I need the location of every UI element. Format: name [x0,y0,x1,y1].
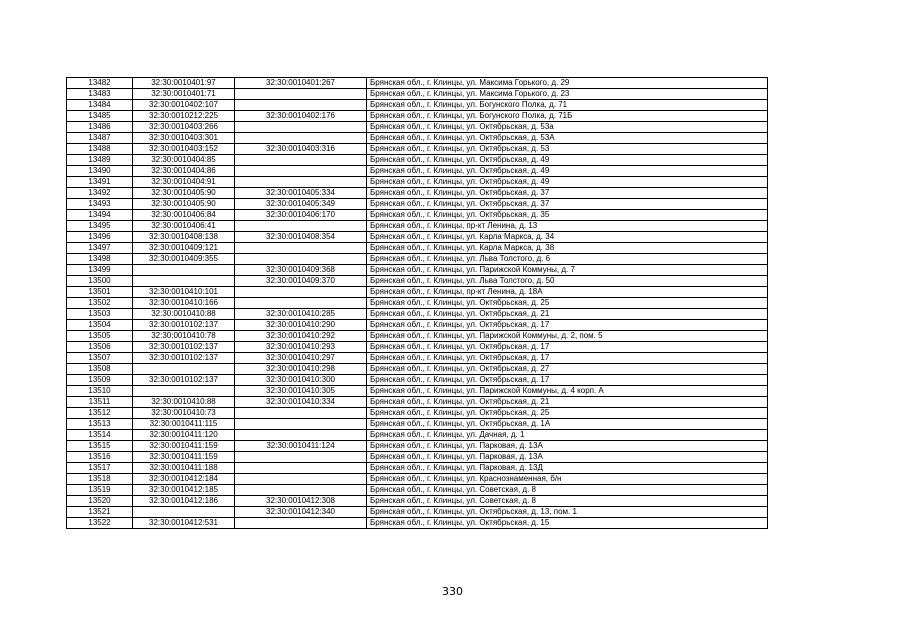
page-number: 330 [442,585,463,598]
building-cadastral-number-cell: 32:30:0010410:290 [235,320,367,331]
address-cell: Брянская обл., г. Клинцы, ул. Октябрьская, д. 21 [367,309,768,320]
row-number-cell: 13503 [67,309,133,320]
address-cell: Брянская обл., г. Клинцы, ул. Льва Толстого, д. 6 [367,254,768,265]
table-row [67,331,768,342]
cadastral-number-cell: 32:30:0010102:137 [133,342,235,353]
table-row [67,375,768,386]
cadastral-number-cell [133,507,235,518]
row-number-cell: 13498 [67,254,133,265]
row-number-cell: 13513 [67,419,133,430]
table-row [67,463,768,474]
row-number-cell: 13515 [67,441,133,452]
cadastral-number-cell: 32:30:0010102:137 [133,320,235,331]
address-cell: Брянская обл., г. Клинцы, ул. Льва Толстого, д. 50 [367,276,768,287]
row-number-cell: 13509 [67,375,133,386]
cadastral-number-cell: 32:30:0010405:90 [133,199,235,210]
row-number-cell: 13497 [67,243,133,254]
cadastral-number-cell: 32:30:0010411:115 [133,419,235,430]
building-cadastral-number-cell: 32:30:0010410:305 [235,386,367,397]
building-cadastral-number-cell: 32:30:0010410:285 [235,309,367,320]
building-cadastral-number-cell: 32:30:0010403:316 [235,144,367,155]
table-row [67,353,768,364]
building-cadastral-number-cell: 32:30:0010405:334 [235,188,367,199]
row-number-cell: 13501 [67,287,133,298]
building-cadastral-number-cell: 32:30:0010412:340 [235,507,367,518]
row-number-cell: 13512 [67,408,133,419]
cadastral-number-cell: 32:30:0010102:137 [133,353,235,364]
row-number-cell: 13493 [67,199,133,210]
row-number-cell: 13495 [67,221,133,232]
building-cadastral-number-cell: 32:30:0010409:368 [235,265,367,276]
building-cadastral-number-cell [235,474,367,485]
table-row [67,408,768,419]
cadastral-number-cell: 32:30:0010406:84 [133,210,235,221]
building-cadastral-number-cell [235,287,367,298]
cadastral-number-cell: 32:30:0010409:355 [133,254,235,265]
row-number-cell: 13486 [67,122,133,133]
cadastral-number-cell: 32:30:0010403:266 [133,122,235,133]
table-row [67,111,768,122]
cadastral-number-cell: 32:30:0010404:91 [133,177,235,188]
row-number-cell: 13511 [67,397,133,408]
address-cell: Брянская обл., г. Клинцы, ул. Максима Горького, д. 23 [367,89,768,100]
cadastral-number-cell: 32:30:0010411:159 [133,452,235,463]
table-row [67,221,768,232]
address-cell: Брянская обл., г. Клинцы, ул. Краснознаменная, б/н [367,474,768,485]
address-cell: Брянская обл., г. Клинцы, ул. Октябрьская, д. 37 [367,199,768,210]
row-number-cell: 13488 [67,144,133,155]
address-cell: Брянская обл., г. Клинцы, ул. Советская, д. 8 [367,496,768,507]
address-cell: Брянская обл., г. Клинцы, пр-кт Ленина, д. 13 [367,221,768,232]
cadastral-number-cell: 32:30:0010402:107 [133,100,235,111]
table-row [67,188,768,199]
registry-table-body [67,78,768,529]
table-row [67,287,768,298]
building-cadastral-number-cell [235,243,367,254]
address-cell: Брянская обл., г. Клинцы, ул. Октябрьская, д. 37 [367,188,768,199]
row-number-cell: 13516 [67,452,133,463]
table-row [67,276,768,287]
cadastral-number-cell: 32:30:0010410:88 [133,309,235,320]
building-cadastral-number-cell: 32:30:0010410:298 [235,364,367,375]
table-row [67,100,768,111]
row-number-cell: 13514 [67,430,133,441]
row-number-cell: 13522 [67,518,133,529]
table-row [67,485,768,496]
building-cadastral-number-cell [235,408,367,419]
row-number-cell: 13491 [67,177,133,188]
building-cadastral-number-cell [235,89,367,100]
cadastral-number-cell: 32:30:0010410:73 [133,408,235,419]
cadastral-number-cell [133,364,235,375]
address-cell: Брянская обл., г. Клинцы, пр-кт Ленина, д. 18А [367,287,768,298]
address-cell: Брянская обл., г. Клинцы, ул. Октябрьская, д. 53А [367,133,768,144]
address-cell: Брянская обл., г. Клинцы, ул. Октябрьская, д. 17 [367,320,768,331]
address-cell: Брянская обл., г. Клинцы, ул. Богунского Полка, д. 71 [367,100,768,111]
table-row [67,298,768,309]
row-number-cell: 13508 [67,364,133,375]
cadastral-number-cell: 32:30:0010410:101 [133,287,235,298]
building-cadastral-number-cell: 32:30:0010405:349 [235,199,367,210]
address-cell: Брянская обл., г. Клинцы, ул. Октябрьская, д. 15 [367,518,768,529]
cadastral-number-cell [133,386,235,397]
table-row [67,507,768,518]
building-cadastral-number-cell: 32:30:0010406:170 [235,210,367,221]
table-row [67,232,768,243]
table-row [67,166,768,177]
row-number-cell: 13502 [67,298,133,309]
row-number-cell: 13490 [67,166,133,177]
cadastral-number-cell: 32:30:0010401:97 [133,78,235,89]
table-row [67,364,768,375]
cadastral-number-cell: 32:30:0010411:120 [133,430,235,441]
address-cell: Брянская обл., г. Клинцы, ул. Советская, д. 8 [367,485,768,496]
address-cell: Брянская обл., г. Клинцы, ул. Октябрьская, д. 27 [367,364,768,375]
table-row [67,243,768,254]
building-cadastral-number-cell: 32:30:0010409:370 [235,276,367,287]
address-cell: Брянская обл., г. Клинцы, ул. Дачная, д. 1 [367,430,768,441]
table-row [67,496,768,507]
row-number-cell: 13492 [67,188,133,199]
cadastral-number-cell: 32:30:0010411:159 [133,441,235,452]
row-number-cell: 13506 [67,342,133,353]
table-row [67,474,768,485]
table-row [67,320,768,331]
building-cadastral-number-cell [235,463,367,474]
building-cadastral-number-cell [235,298,367,309]
table-row [67,78,768,89]
cadastral-number-cell [133,265,235,276]
row-number-cell: 13485 [67,111,133,122]
row-number-cell: 13484 [67,100,133,111]
cadastral-number-cell: 32:30:0010406:41 [133,221,235,232]
address-cell: Брянская обл., г. Клинцы, ул. Октябрьская, д. 49 [367,155,768,166]
building-cadastral-number-cell [235,177,367,188]
row-number-cell: 13507 [67,353,133,364]
cadastral-number-cell: 32:30:0010404:86 [133,166,235,177]
address-cell: Брянская обл., г. Клинцы, ул. Октябрьская, д. 17 [367,375,768,386]
address-cell: Брянская обл., г. Клинцы, ул. Парижской Коммуны, д. 4 корп. А [367,386,768,397]
cadastral-number-cell: 32:30:0010410:166 [133,298,235,309]
table-row [67,452,768,463]
table-row [67,430,768,441]
table-row [67,254,768,265]
building-cadastral-number-cell [235,485,367,496]
address-cell: Брянская обл., г. Клинцы, ул. Парижской Коммуны, д. 7 [367,265,768,276]
building-cadastral-number-cell [235,221,367,232]
row-number-cell: 13505 [67,331,133,342]
address-cell: Брянская обл., г. Клинцы, ул. Богунского Полка, д. 71Б [367,111,768,122]
table-row [67,89,768,100]
address-cell: Брянская обл., г. Клинцы, ул. Парковая, д. 13Д [367,463,768,474]
building-cadastral-number-cell [235,254,367,265]
cadastral-number-cell: 32:30:0010401:71 [133,89,235,100]
cadastral-number-cell [133,276,235,287]
building-cadastral-number-cell: 32:30:0010411:124 [235,441,367,452]
row-number-cell: 13489 [67,155,133,166]
row-number-cell: 13518 [67,474,133,485]
row-number-cell: 13520 [67,496,133,507]
cadastral-number-cell: 32:30:0010403:152 [133,144,235,155]
building-cadastral-number-cell: 32:30:0010412:308 [235,496,367,507]
table-row [67,155,768,166]
row-number-cell: 13494 [67,210,133,221]
cadastral-number-cell: 32:30:0010412:185 [133,485,235,496]
address-cell: Брянская обл., г. Клинцы, ул. Октябрьская, д. 17 [367,342,768,353]
row-number-cell: 13482 [67,78,133,89]
table-row [67,309,768,320]
table-row [67,133,768,144]
building-cadastral-number-cell: 32:30:0010402:176 [235,111,367,122]
row-number-cell: 13519 [67,485,133,496]
building-cadastral-number-cell [235,122,367,133]
cadastral-number-cell: 32:30:0010410:78 [133,331,235,342]
building-cadastral-number-cell: 32:30:0010410:297 [235,353,367,364]
address-cell: Брянская обл., г. Клинцы, ул. Карла Маркса, д. 34 [367,232,768,243]
table-row [67,265,768,276]
address-cell: Брянская обл., г. Клинцы, ул. Максима Горького, д. 29 [367,78,768,89]
cadastral-number-cell: 32:30:0010404:85 [133,155,235,166]
building-cadastral-number-cell [235,452,367,463]
address-cell: Брянская обл., г. Клинцы, ул. Карла Маркса, д. 38 [367,243,768,254]
cadastral-number-cell: 32:30:0010412:184 [133,474,235,485]
cadastral-number-cell: 32:30:0010411:188 [133,463,235,474]
cadastral-number-cell: 32:30:0010410:88 [133,397,235,408]
row-number-cell: 13487 [67,133,133,144]
row-number-cell: 13510 [67,386,133,397]
address-cell: Брянская обл., г. Клинцы, ул. Октябрьская, д. 35 [367,210,768,221]
address-cell: Брянская обл., г. Клинцы, ул. Октябрьская, д. 1А [367,419,768,430]
table-row [67,518,768,529]
cadastral-number-cell: 32:30:0010403:301 [133,133,235,144]
table-row [67,419,768,430]
table-row [67,122,768,133]
row-number-cell: 13499 [67,265,133,276]
building-cadastral-number-cell: 32:30:0010401:267 [235,78,367,89]
building-cadastral-number-cell [235,430,367,441]
building-cadastral-number-cell: 32:30:0010408:354 [235,232,367,243]
address-cell: Брянская обл., г. Клинцы, ул. Парижской Коммуны, д. 2, пом. 5 [367,331,768,342]
address-cell: Брянская обл., г. Клинцы, ул. Октябрьская, д. 17 [367,353,768,364]
address-cell: Брянская обл., г. Клинцы, ул. Октябрьская, д. 53а [367,122,768,133]
table-row [67,342,768,353]
address-cell: Брянская обл., г. Клинцы, ул. Октябрьская, д. 25 [367,408,768,419]
building-cadastral-number-cell: 32:30:0010410:293 [235,342,367,353]
address-cell: Брянская обл., г. Клинцы, ул. Октябрьская, д. 49 [367,166,768,177]
address-cell: Брянская обл., г. Клинцы, ул. Октябрьская, д. 13, пом. 1 [367,507,768,518]
address-cell: Брянская обл., г. Клинцы, ул. Октябрьская, д. 21 [367,397,768,408]
table-row [67,144,768,155]
address-cell: Брянская обл., г. Клинцы, ул. Октябрьская, д. 49 [367,177,768,188]
row-number-cell: 13483 [67,89,133,100]
building-cadastral-number-cell: 32:30:0010410:334 [235,397,367,408]
cadastral-number-cell: 32:30:0010408:138 [133,232,235,243]
cadastral-number-cell: 32:30:0010405:90 [133,188,235,199]
table-row [67,177,768,188]
building-cadastral-number-cell [235,100,367,111]
address-cell: Брянская обл., г. Клинцы, ул. Парковая, д. 13А [367,452,768,463]
row-number-cell: 13521 [67,507,133,518]
address-cell: Брянская обл., г. Клинцы, ул. Октябрьская, д. 53 [367,144,768,155]
address-cell: Брянская обл., г. Клинцы, ул. Парковая, д. 13А [367,441,768,452]
building-cadastral-number-cell [235,155,367,166]
building-cadastral-number-cell [235,166,367,177]
building-cadastral-number-cell: 32:30:0010410:292 [235,331,367,342]
table-row [67,210,768,221]
row-number-cell: 13504 [67,320,133,331]
cadastral-number-cell: 32:30:0010412:531 [133,518,235,529]
building-cadastral-number-cell: 32:30:0010410:300 [235,375,367,386]
registry-table [66,77,768,529]
table-row [67,397,768,408]
table-row [67,199,768,210]
cadastral-number-cell: 32:30:0010212:225 [133,111,235,122]
row-number-cell: 13496 [67,232,133,243]
cadastral-number-cell: 32:30:0010409:121 [133,243,235,254]
building-cadastral-number-cell [235,518,367,529]
cadastral-number-cell: 32:30:0010412:186 [133,496,235,507]
building-cadastral-number-cell [235,133,367,144]
cadastral-number-cell: 32:30:0010102:137 [133,375,235,386]
building-cadastral-number-cell [235,419,367,430]
table-row [67,386,768,397]
row-number-cell: 13500 [67,276,133,287]
table-row [67,441,768,452]
row-number-cell: 13517 [67,463,133,474]
address-cell: Брянская обл., г. Клинцы, ул. Октябрьская, д. 25 [367,298,768,309]
